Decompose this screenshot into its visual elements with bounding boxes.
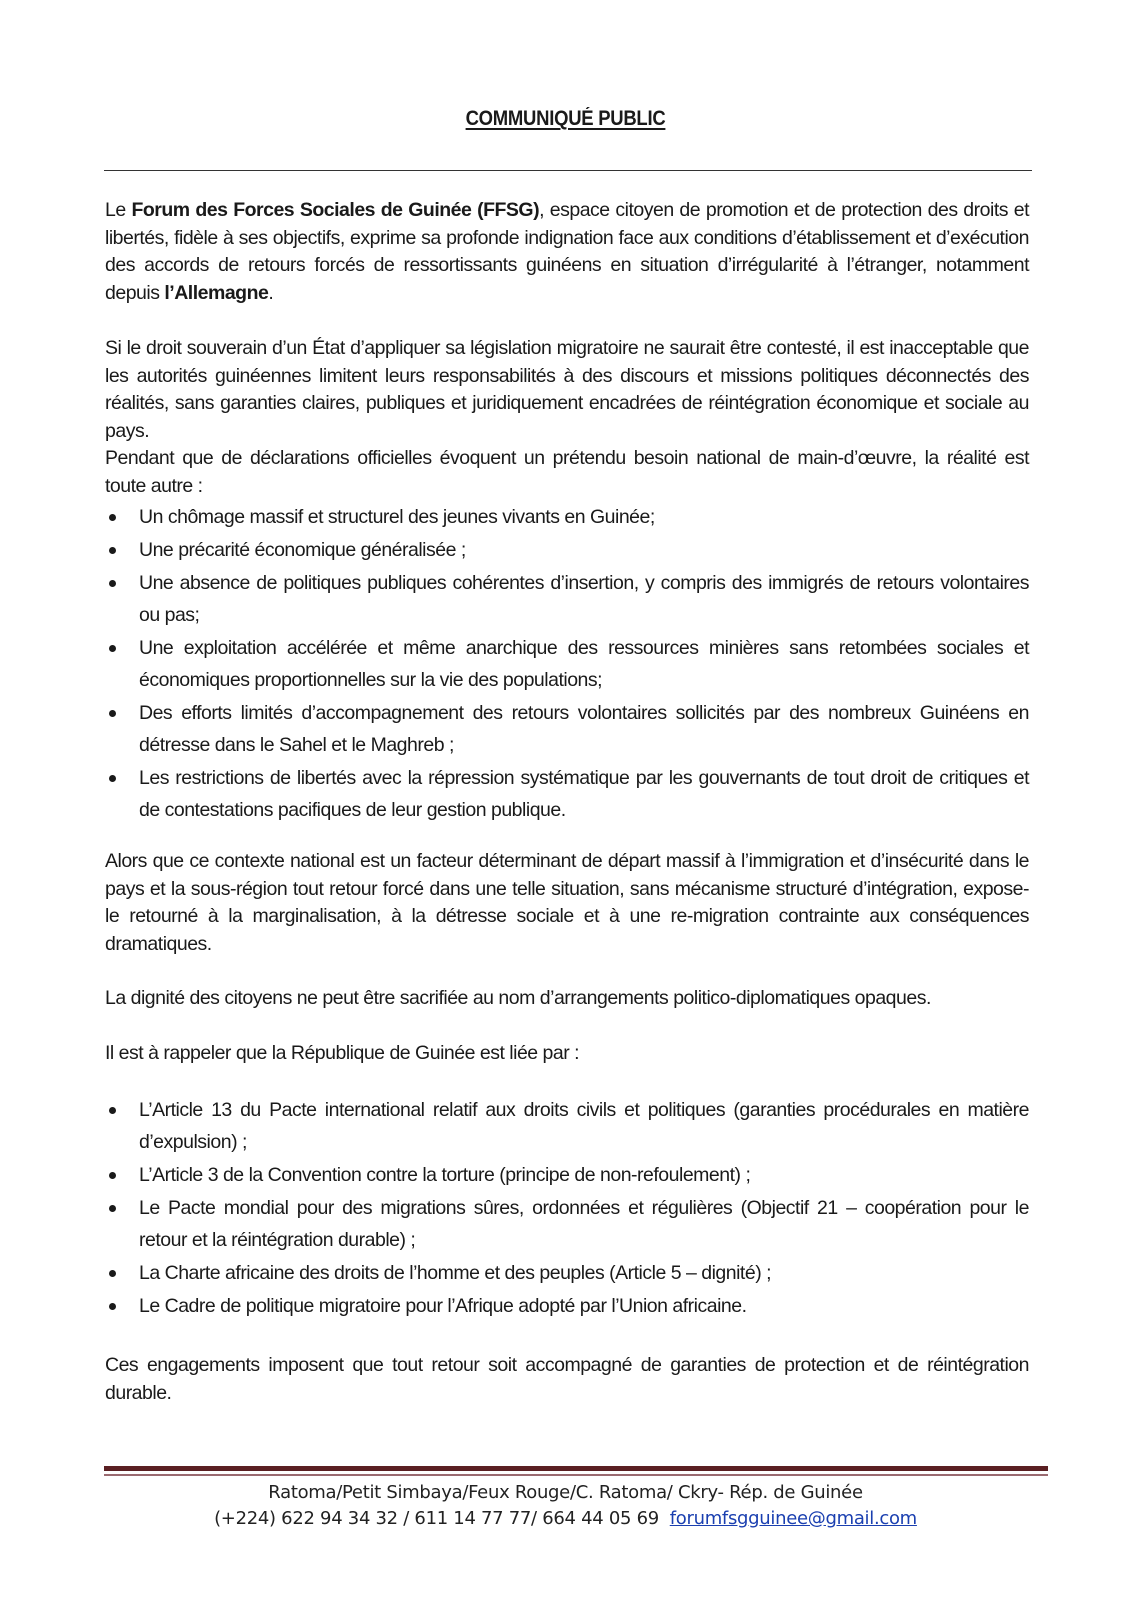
country-name: l’Allemagne <box>164 281 269 304</box>
footer-contact <box>0 1508 1131 1529</box>
list-item: Une absence de politiques publiques cohérentes d’insertion, y compris des immigrés de retours volontaires ou pas; <box>105 567 1029 631</box>
reality-list <box>105 501 1029 827</box>
bullet-icon <box>109 710 116 717</box>
list-item: Des efforts limités d’accompagnement des retours volontaires sollicités par des nombreux Guinéens en détresse dans le Sahel et le Maghreb ; <box>105 697 1029 761</box>
paragraph-reality: Pendant que de déclarations officielles évoquent un prétendu besoin national de main-d’œuvre, la réalité est toute autre : <box>105 447 1029 497</box>
list-item: Le Pacte mondial pour des migrations sûres, ordonnées et régulières (Objectif 21 – coopération pour le retour et la réintégration durable) ; <box>105 1192 1029 1256</box>
paragraph-sovereignty: Si le droit souverain d’un État d’appliquer sa législation migratoire ne saurait être contesté, il est inacceptable que les autorités guinéennes limitent leurs responsabilités à des discours et missions politiques déconnectés des réalités, sans garanties claires, publiques et juridiquement encadrées de réintégration économique et sociale au pays. <box>105 337 1029 442</box>
bullet-icon <box>109 514 116 521</box>
bullet-icon <box>109 1107 116 1114</box>
bullet-icon <box>109 1303 116 1310</box>
paragraph-obligations: Il est à rappeler que la République de Guinée est liée par : <box>105 1042 580 1064</box>
list-item: La Charte africaine des droits de l’homme et des peuples (Article 5 – dignité) ; <box>105 1257 1029 1289</box>
title-divider <box>104 170 1032 171</box>
organization-name: Forum des Forces Sociales de Guinée (FFSG) <box>131 199 540 221</box>
document-title: COMMUNIQUÉ PUBLIC <box>465 107 666 130</box>
list-item: Un chômage massif et structurel des jeunes vivants en Guinée; <box>105 501 1029 533</box>
footer-phones: (+224) 622 94 34 32 / 611 14 77 77/ 664 44 05 69 <box>214 1508 659 1529</box>
paragraph-conclusion: Ces engagements imposent que tout retour soit accompagné de garanties de protection et de réintégration durable. <box>105 1354 1029 1404</box>
paragraph-context: Alors que ce contexte national est un facteur déterminant de départ massif à l’immigration et d’insécurité dans le pays et la sous-région tout retour forcé dans une telle situation, sans mécanisme structuré d’intégration, expose-le retourné à la marginalisation, à la détresse sociale et à une re-migration contrainte aux conséquences dramatiques. <box>105 850 1029 955</box>
bullet-icon <box>109 580 116 587</box>
legal-instruments-list <box>105 1094 1029 1323</box>
footer-divider-thin <box>104 1474 1048 1476</box>
list-item: L’Article 3 de la Convention contre la torture (principe de non-refoulement) ; <box>105 1159 1029 1191</box>
list-item: L’Article 13 du Pacte international relatif aux droits civils et politiques (garanties procédurales en matière d’expulsion) ; <box>105 1094 1029 1158</box>
bullet-icon <box>109 645 116 652</box>
footer-divider <box>104 1466 1048 1471</box>
bullet-icon <box>109 1172 116 1179</box>
list-item: Le Cadre de politique migratoire pour l’Afrique adopté par l’Union africaine. <box>105 1290 1029 1322</box>
list-item: Les restrictions de libertés avec la répression systématique par les gouvernants de tout droit de critiques et de contestations pacifiques de leur gestion publique. <box>105 762 1029 826</box>
bullet-icon <box>109 1205 116 1212</box>
paragraph-dignity: La dignité des citoyens ne peut être sacrifiée au nom d’arrangements politico-diplomatiques opaques. <box>105 987 931 1009</box>
list-item: Une exploitation accélérée et même anarchique des ressources minières sans retombées sociales et économiques proportionnelles sur la vie des populations; <box>105 632 1029 696</box>
list-item: Une précarité économique généralisée ; <box>105 534 1029 566</box>
bullet-icon <box>109 547 116 554</box>
footer-address: Ratoma/Petit Simbaya/Feux Rouge/C. Ratoma/ Ckry- Rép. de Guinée <box>268 1482 863 1503</box>
footer-email-link[interactable]: forumfsgguinee@gmail.com <box>669 1508 917 1529</box>
bullet-icon <box>109 775 116 782</box>
intro-paragraph: Le Forum des Forces Sociales de Guinée (FFSG), espace citoyen de promotion et de protection des droits et libertés, fidèle à ses objectifs, exprime sa profonde indignation face aux conditions d’établissement et d’exécution des accords de retours forcés de ressortissants guinéens en situation d’irrégularité à l’étranger, notamment depuis l’Allemagne. <box>105 199 1030 304</box>
bullet-icon <box>109 1270 116 1277</box>
